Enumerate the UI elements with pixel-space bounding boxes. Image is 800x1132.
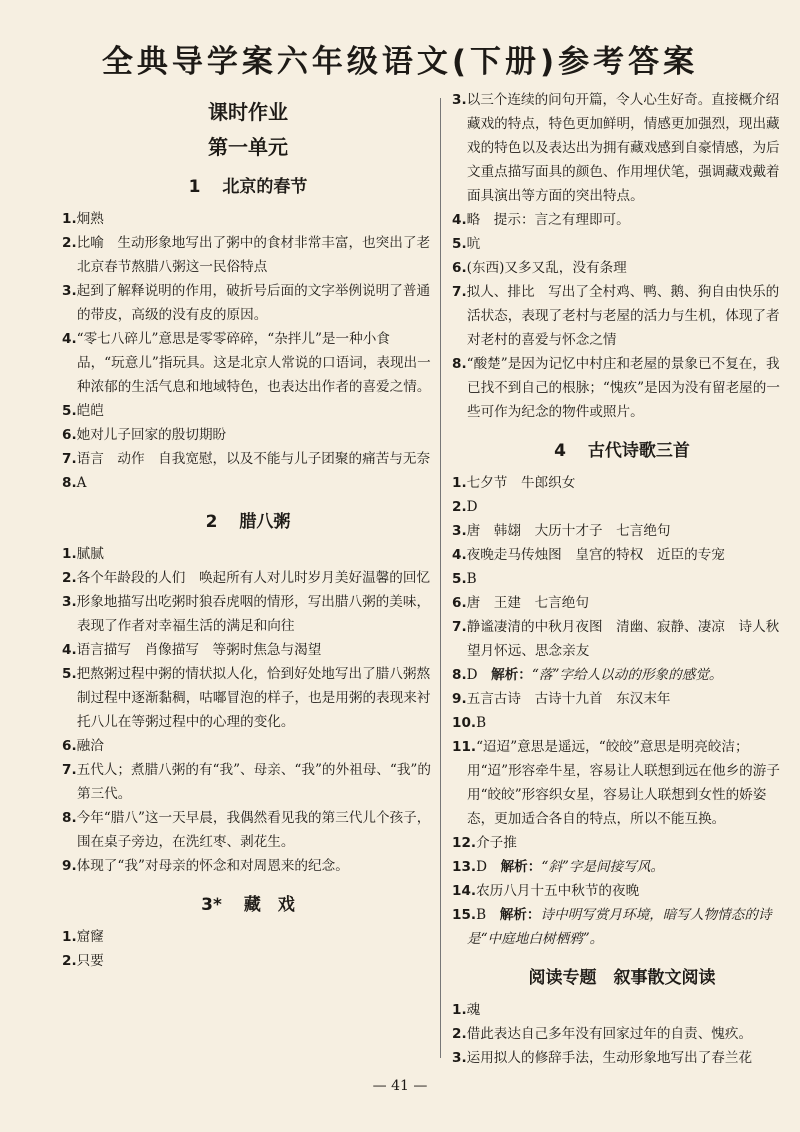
item-text: B	[466, 571, 477, 587]
item-number: 7.	[452, 284, 467, 300]
analysis-text: “落”字给人以动的形象的感觉。	[531, 667, 723, 683]
answer-item	[62, 423, 434, 447]
item-text: 语言 动作 自我宽慰，以及不能与儿子团聚的痛苦与无奈	[76, 451, 431, 467]
answer-item	[452, 879, 792, 903]
item-number: 2.	[62, 235, 77, 251]
answer-item	[62, 925, 434, 949]
item-text: 体现了“我”对母亲的怀念和对周恩来的纪念。	[76, 858, 349, 874]
answer-item	[452, 687, 792, 711]
reading-heading: 阅读专题 叙事散文阅读	[528, 968, 716, 988]
item-text: 拟人、排比 写出了全村鸡、鸭、鹅、狗自由快乐的活状态，表现了老村与老屋的活力与生机，体现了者对老村的喜爱与怀念之情	[466, 284, 780, 348]
item-number: 5.	[452, 571, 467, 587]
item-number: 12.	[452, 835, 477, 851]
answer-item	[452, 208, 792, 232]
answer-item	[452, 1022, 792, 1046]
item-text: 吭	[466, 236, 481, 252]
answer-item	[62, 566, 434, 590]
item-number: 4.	[452, 212, 467, 228]
item-number: 3.	[62, 283, 77, 299]
item-text: 农历八月十五中秋节的夜晚	[476, 883, 640, 899]
item-text: 静谧凄清的中秋月夜图 清幽、寂静、凄凉 诗人秋望月怀远、思念亲友	[466, 619, 780, 659]
answer-item	[452, 831, 792, 855]
item-text: 融洽	[76, 738, 104, 754]
item-number: 3.	[452, 92, 467, 108]
item-text: 她对儿子回家的殷切期盼	[76, 427, 227, 443]
item-number: 15.	[452, 907, 477, 923]
analysis-label: 解析：	[500, 859, 542, 875]
answer-item	[452, 256, 792, 280]
analysis-label: 解析：	[499, 907, 541, 923]
item-number: 7.	[62, 762, 77, 778]
item-number: 6.	[452, 260, 467, 276]
answer-item	[452, 591, 792, 615]
answer-item	[62, 854, 434, 878]
answer-item	[452, 1046, 792, 1070]
item-number: 8.	[452, 356, 467, 372]
item-text: 借此表达自己多年没有回家过年的自责、愧疚。	[466, 1026, 753, 1042]
answer-item	[452, 232, 792, 256]
item-number: 5.	[62, 666, 77, 682]
lesson-heading	[62, 507, 434, 532]
answer-item	[62, 542, 434, 566]
item-text: 皑皑	[76, 403, 104, 419]
answer-item	[62, 327, 434, 399]
item-number: 1.	[452, 1002, 467, 1018]
right-column	[452, 88, 792, 1070]
answer-item	[62, 638, 434, 662]
lesson-4-heading	[452, 436, 792, 461]
lesson-number: 2	[205, 512, 218, 532]
answer-item	[452, 855, 792, 879]
item-text: B	[476, 907, 500, 923]
item-number: 7.	[452, 619, 467, 635]
item-text: 五言古诗 古诗十九首 东汉末年	[466, 691, 671, 707]
item-number: 4.	[62, 642, 77, 658]
answer-item	[62, 207, 434, 231]
lesson-title: 藏 戏	[243, 895, 295, 915]
item-number: 2.	[452, 1026, 467, 1042]
item-number: 2.	[62, 570, 77, 586]
item-text: 介子推	[476, 835, 517, 851]
lesson-heading	[62, 890, 434, 915]
answer-item	[452, 615, 792, 663]
answer-item	[62, 447, 434, 471]
item-text: 窟窿	[76, 929, 104, 945]
analysis-text: 诗中明写赏月环境，暗写人物情态的诗是“中庭地白树栖鸦”。	[467, 907, 772, 947]
left-lessons	[62, 172, 434, 973]
answer-item	[452, 998, 792, 1022]
answer-item	[452, 711, 792, 735]
item-number: 1.	[452, 475, 467, 491]
analysis-label: 解析：	[491, 667, 532, 683]
item-text: 七夕节 牛郎织女	[466, 475, 576, 491]
answer-item	[452, 903, 792, 951]
item-text: “迢迢”意思是遥远，“皎皎”意思是明亮皎洁；用“迢”形容牵牛星，容易让人联想到远在他乡的游子用“皎皎”形容织女星，容易让人联想到女性的娇姿态，更加适合各自的特点，所以不能互换。	[467, 739, 780, 827]
item-number: 2.	[452, 499, 467, 515]
answer-item	[452, 495, 792, 519]
column-divider	[440, 98, 441, 1058]
item-text: 各个年龄段的人们 唤起所有人对儿时岁月美好温馨的回忆	[76, 570, 431, 586]
item-text: 唐 韩翃 大历十才子 七言绝句	[466, 523, 671, 539]
answer-item	[452, 352, 792, 424]
page-title: 全典导学案六年级语文(下册)参考答案	[101, 44, 699, 80]
unit-title: 第一单元	[208, 135, 288, 159]
item-number: 5.	[452, 236, 467, 252]
item-text: B	[476, 715, 487, 731]
item-text: D	[476, 859, 501, 875]
item-text: 形象地描写出吃粥时狼吞虎咽的情形，写出腊八粥的美味，表现了作者对幸福生活的满足和向往	[76, 594, 431, 634]
item-number: 14.	[452, 883, 477, 899]
item-number: 6.	[62, 738, 77, 754]
answer-item	[452, 663, 792, 687]
item-number: 1.	[62, 211, 77, 227]
item-text: 腻腻	[76, 546, 104, 562]
item-number: 2.	[62, 953, 77, 969]
section-title: 课时作业	[208, 100, 288, 124]
item-number: 8.	[62, 475, 77, 491]
answer-item	[452, 471, 792, 495]
item-number: 4.	[452, 547, 467, 563]
lesson-number: 4	[554, 441, 566, 461]
answer-item	[62, 590, 434, 638]
item-number: 9.	[62, 858, 77, 874]
answer-item	[62, 734, 434, 758]
item-number: 8.	[62, 810, 77, 826]
item-text: 今年“腊八”这一天早晨，我偶然看见我的第三代儿个孩子，围在桌子旁边，在洗红枣、剥花生。	[76, 810, 431, 850]
answer-item	[62, 949, 434, 973]
lesson-title: 北京的春节	[222, 177, 308, 197]
analysis-text: “斜”字是间接写风。	[541, 859, 665, 875]
lesson-heading	[62, 172, 434, 197]
answer-item	[62, 758, 434, 806]
item-number: 3.	[62, 594, 77, 610]
answer-item	[452, 88, 792, 208]
left-column	[62, 88, 434, 973]
item-text: D	[466, 499, 478, 515]
lesson-3-continued	[452, 88, 792, 424]
item-text: 魂	[466, 1002, 481, 1018]
item-number: 4.	[62, 331, 77, 347]
item-text: (东西)又多又乱，没有条理	[466, 260, 627, 276]
answer-item	[62, 279, 434, 327]
answer-item	[62, 806, 434, 854]
answer-item	[62, 471, 434, 495]
lesson-title: 古代诗歌三首	[587, 441, 690, 461]
item-text: 夜晚走马传烛图 皇宫的特权 近臣的专宠	[466, 547, 725, 563]
lesson-4-items	[452, 471, 792, 951]
item-number: 6.	[62, 427, 77, 443]
answer-item	[62, 662, 434, 734]
item-number: 1.	[62, 929, 77, 945]
item-number: 9.	[452, 691, 467, 707]
item-number: 8.	[452, 667, 467, 683]
answer-item	[452, 519, 792, 543]
answer-item	[452, 280, 792, 352]
item-number: 13.	[452, 859, 477, 875]
answer-item	[452, 735, 792, 831]
item-text: 运用拟人的修辞手法，生动形象地写出了春兰花	[466, 1050, 753, 1066]
lesson-number: 3*	[201, 895, 222, 915]
item-text: A	[76, 475, 87, 491]
item-text: 略 提示：言之有理即可。	[466, 212, 630, 228]
item-text: 炯熟	[76, 211, 104, 227]
item-text: 起到了解释说明的作用，破折号后面的文字举例说明了普通的带皮，高级的没有皮的原因。	[76, 283, 431, 323]
item-number: 6.	[452, 595, 467, 611]
item-text: 以三个连续的问句开篇，令人心生好奇。直接概介绍藏戏的特点，特色更加鲜明，情感更加强烈，现出藏戏的特色以及表达出为拥有藏戏感到自豪情感，为后文重点描写面具的颜色、作用埋伏笔，强调藏戏戴着面具演出等方面的突出特点。	[466, 92, 780, 204]
item-text: 语言描写 肖像描写 等粥时焦急与渴望	[76, 642, 322, 658]
item-number: 3.	[452, 523, 467, 539]
item-text: D	[466, 667, 492, 683]
item-number: 3.	[452, 1050, 467, 1066]
item-text: 只要	[76, 953, 104, 969]
answer-item	[62, 399, 434, 423]
item-text: 把熬粥过程中粥的情状拟人化，恰到好处地写出了腊八粥熬制过程中逐渐黏稠，咕嘟冒泡的样子，也是用粥的表现来衬托八儿在等粥过程中的心理的变化。	[76, 666, 431, 730]
page-number: — 41 —	[372, 1078, 428, 1094]
item-number: 7.	[62, 451, 77, 467]
reading-items	[452, 998, 792, 1070]
item-number: 5.	[62, 403, 77, 419]
item-text: “酸楚”是因为记忆中村庄和老屋的景象已不复在，我已找不到自己的根脉；“愧疚”是因为没有留老屋的一些可作为纪念的物件或照片。	[466, 356, 780, 420]
item-number: 11.	[452, 739, 477, 755]
answer-item	[452, 543, 792, 567]
item-number: 1.	[62, 546, 77, 562]
lesson-title: 腊八粥	[239, 512, 291, 532]
answer-item	[452, 567, 792, 591]
item-text: “零七八碎儿”意思是零零碎碎，“杂拌儿”是一种小食品，“玩意儿”指玩具。这是北京人常说的口语词，表现出一种浓郁的生活气息和地域特色，也表达出作者的喜爱之情。	[76, 331, 431, 395]
item-text: 唐 王建 七言绝句	[466, 595, 589, 611]
answer-item	[62, 231, 434, 279]
item-text: 五代人；煮腊八粥的有“我”、母亲、“我”的外祖母、“我”的第三代。	[76, 762, 431, 802]
item-text: 比喻 生动形象地写出了粥中的食材非常丰富，也突出了老北京春节熬腊八粥这一民俗特点	[76, 235, 431, 275]
lesson-number: 1	[188, 177, 201, 197]
item-number: 10.	[452, 715, 477, 731]
